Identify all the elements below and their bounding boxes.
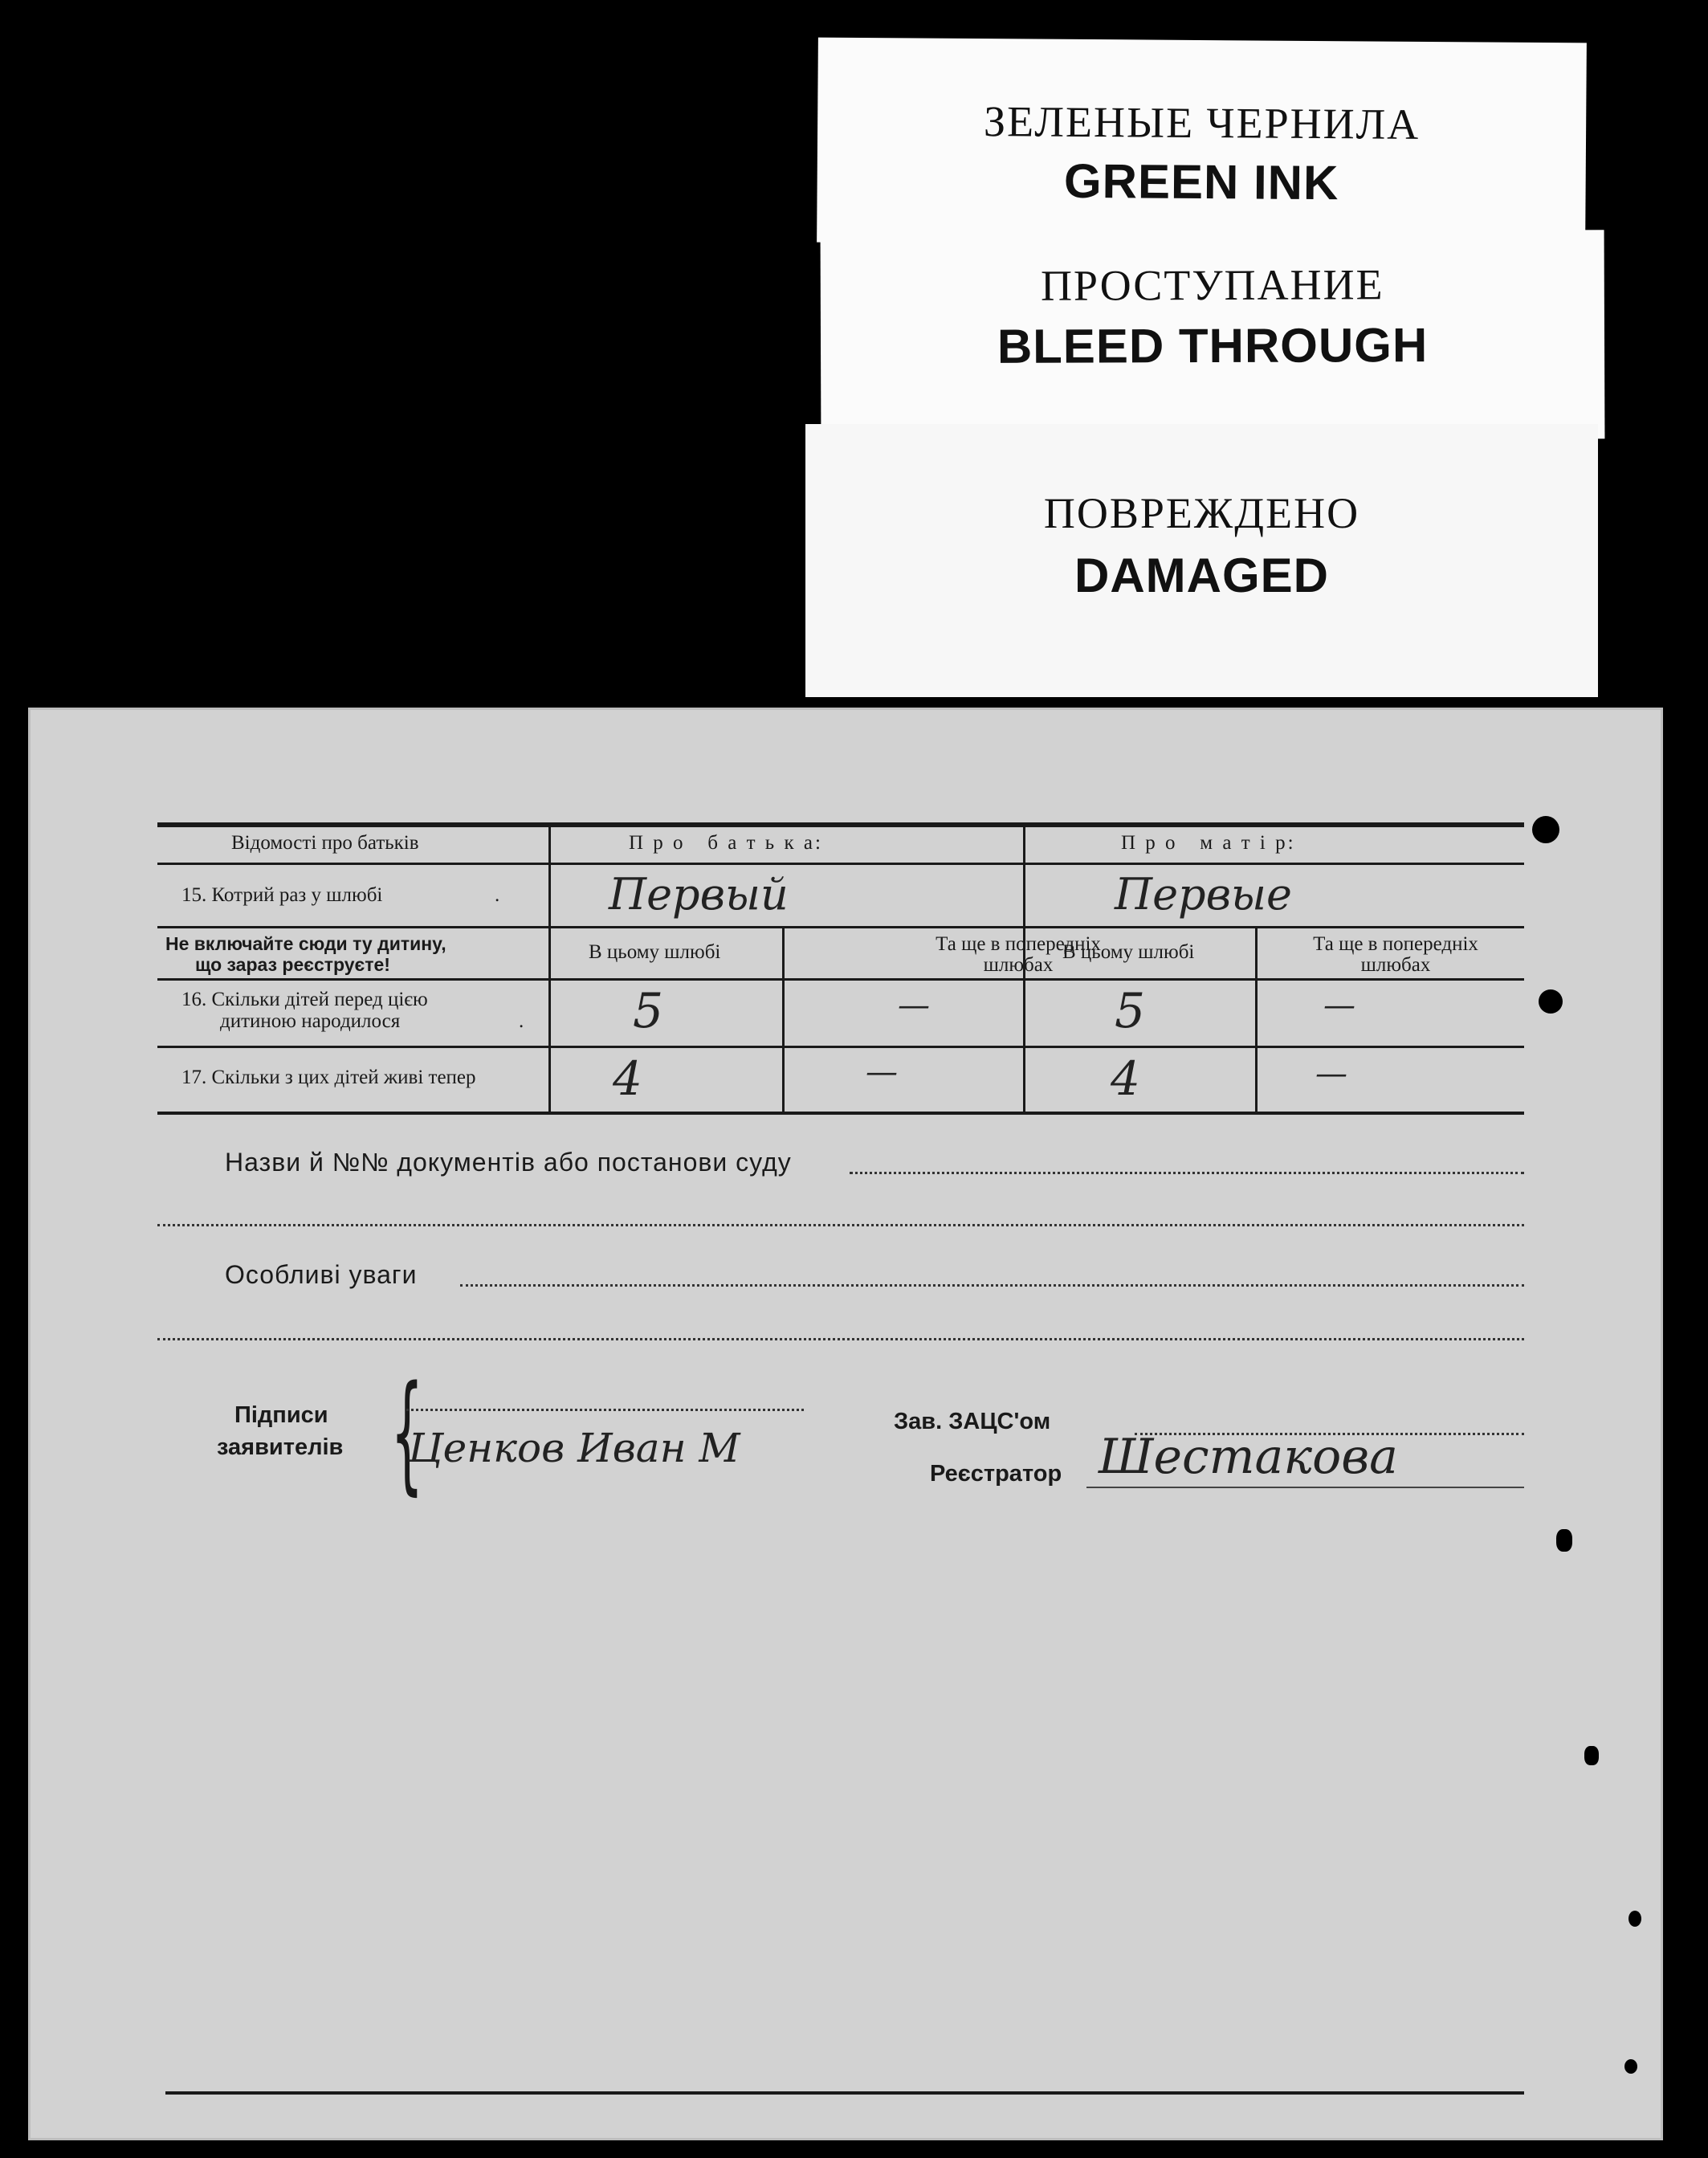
table-top-rule <box>157 822 1524 827</box>
bleed-through-label-ru: ПРОСТУПАНИЕ <box>1040 260 1384 310</box>
row16-label-line2: дитиною народилося <box>220 1010 401 1032</box>
mother-column-header: П р о м а т і р: <box>1121 832 1296 854</box>
table-col-rule-4 <box>1255 928 1258 1115</box>
bleed-through-label-en: BLEED THROUGH <box>997 318 1429 373</box>
row17-label: 17. Скільки з цих дітей живі тепер <box>181 1067 476 1088</box>
binding-hole <box>1624 2059 1637 2074</box>
row16-mother-this: 5 <box>1115 983 1146 1039</box>
documents-fill-line-2 <box>157 1224 1524 1226</box>
registrar-signature: Шестакова <box>1099 1429 1398 1485</box>
registration-form-page <box>31 710 1661 2138</box>
table-col-rule-2 <box>782 928 785 1115</box>
table-header-rule <box>157 863 1524 865</box>
binding-hole <box>1584 1746 1599 1765</box>
page-bottom-rule <box>165 2091 1524 2095</box>
row16-mother-prev: — <box>1323 987 1355 1024</box>
table-subheader-rule <box>157 978 1524 981</box>
exclude-child-note-line2: що зараз реєструєте! <box>195 954 390 975</box>
remarks-label: Особливі уваги <box>225 1260 418 1289</box>
table-row15-rule <box>157 926 1524 928</box>
applicants-label-line2: заявителів <box>217 1434 344 1460</box>
parents-info-header: Відомості про батьків <box>231 832 419 854</box>
bleed-through-label-card <box>821 230 1605 441</box>
applicant-signature-line-1 <box>406 1409 804 1411</box>
binding-hole <box>1556 1529 1572 1552</box>
applicants-brace: { <box>390 1357 424 1507</box>
table-row16-rule <box>157 1046 1524 1048</box>
green-ink-label-en: GREEN INK <box>1063 153 1339 210</box>
row16-label-line1: 16. Скільки дітей перед цією <box>181 989 428 1010</box>
mother-previous-header-line1: Та ще в попередніх <box>1313 933 1478 955</box>
registrar-line <box>1086 1487 1524 1488</box>
table-col-rule-1 <box>548 824 551 1115</box>
registrar-label: Реєстратор <box>930 1461 1062 1487</box>
applicants-label-line1: Підписи <box>234 1402 328 1428</box>
exclude-child-note-line1: Не включайте сюди ту дитину, <box>165 933 446 954</box>
binding-hole <box>1539 989 1563 1014</box>
row16-father-this: 5 <box>633 983 664 1039</box>
father-previous-header-line2: шлюбах <box>983 954 1054 976</box>
documents-label: Назви й №№ документів або постанови суду <box>225 1148 792 1177</box>
row17-father-this: 4 <box>613 1051 642 1106</box>
remarks-fill-line-2 <box>157 1338 1524 1340</box>
registry-head-label: Зав. ЗАЦС'ом <box>894 1409 1051 1434</box>
damaged-label-en: DAMAGED <box>1074 549 1329 602</box>
binding-hole <box>1532 816 1559 843</box>
damaged-label-card <box>805 424 1598 697</box>
binding-hole <box>1629 1911 1641 1927</box>
father-column-header: П р о б а т ь к а: <box>629 832 823 854</box>
green-ink-label-ru: ЗЕЛЕНЫЕ ЧЕРНИЛА <box>983 97 1421 149</box>
father-previous-header-line1: Та ще в попередніх <box>936 933 1101 955</box>
mother-previous-header-line2: шлюбах <box>1360 954 1431 976</box>
father-this-marriage-header: В цьому шлюбі <box>589 941 721 963</box>
row16-father-prev: — <box>898 987 930 1024</box>
row17-mother-prev: — <box>1315 1055 1347 1092</box>
row15-label: 15. Котрий раз у шлюбі <box>181 884 383 906</box>
row17-father-prev: — <box>866 1054 898 1091</box>
table-bottom-rule <box>157 1112 1524 1115</box>
damaged-label-ru: ПОВРЕЖДЕНО <box>1043 489 1360 537</box>
applicant-signature: Ценков Иван М <box>408 1425 740 1471</box>
row15-leader-dot: . <box>495 884 500 906</box>
documents-fill-line <box>850 1172 1524 1174</box>
remarks-fill-line <box>460 1284 1524 1287</box>
row15-father-value: Первый <box>609 869 789 920</box>
row16-leader-dot: . <box>519 1010 524 1032</box>
row17-mother-this: 4 <box>1111 1051 1140 1106</box>
green-ink-label-card <box>817 38 1587 248</box>
mother-this-marriage-header: В цьому шлюбі <box>1062 941 1195 963</box>
row15-mother-value: Первые <box>1115 869 1292 920</box>
